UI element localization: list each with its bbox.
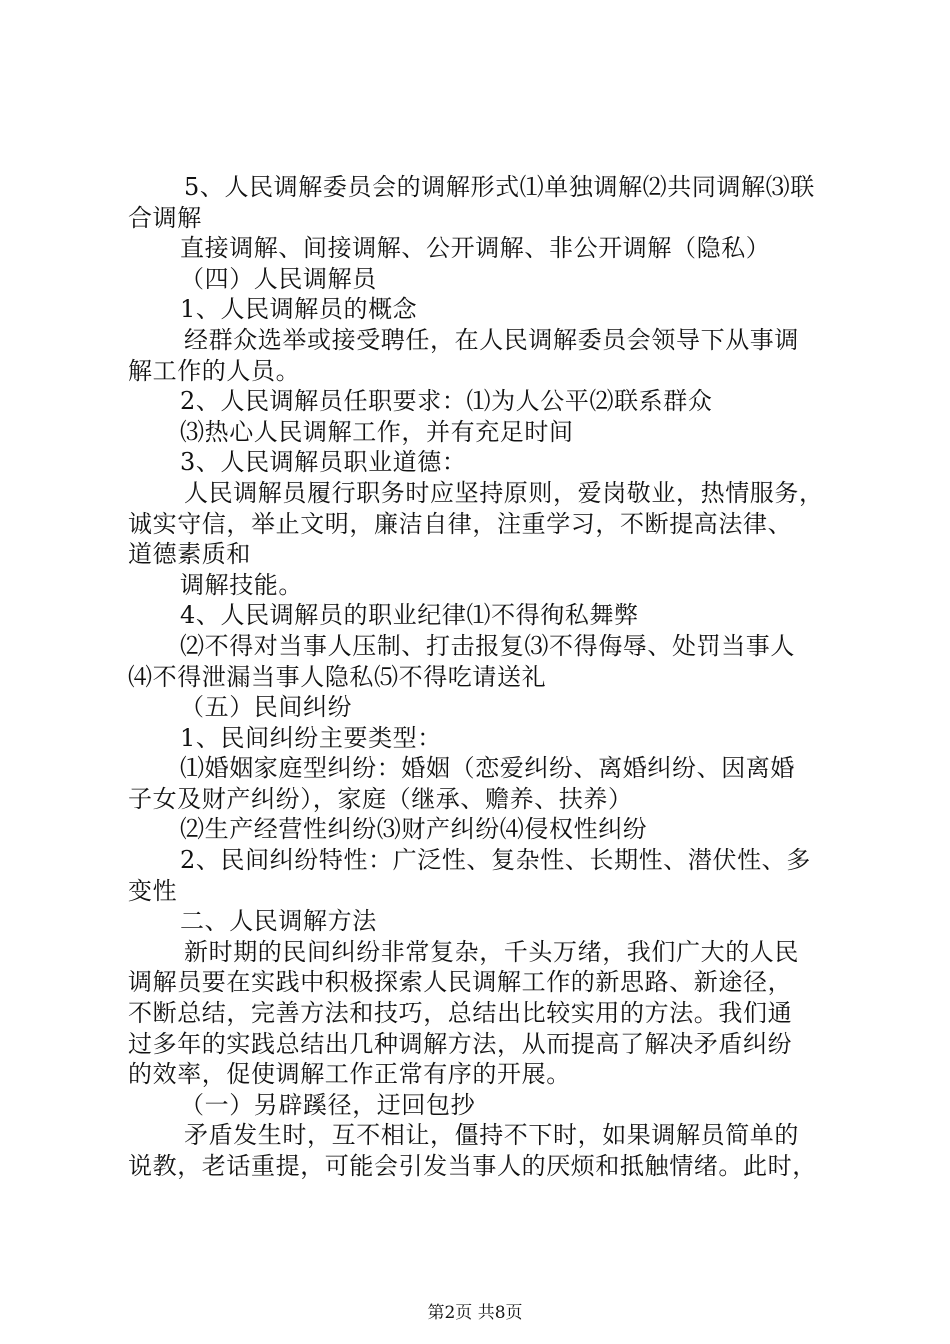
- document-body: [128, 172, 834, 1182]
- paragraph-line: 解工作的人员。: [128, 356, 301, 385]
- section-heading: （一）另辟蹊径，迂回包抄: [180, 1090, 476, 1119]
- section-heading: 二、人民调解方法: [180, 907, 377, 936]
- paragraph-line: 人民调解员履行职务时应坚持原则，爱岗敬业，热情服务，: [184, 478, 824, 507]
- paragraph-line: 矛盾发生时，互不相让，僵持不下时，如果调解员简单的: [184, 1121, 799, 1150]
- subheading: 1、民间纠纷主要类型：: [180, 723, 442, 752]
- paragraph-line: 4、人民调解员的职业纪律⑴不得徇私舞弊: [180, 601, 639, 630]
- paragraph-line: ⑵生产经营性纠纷⑶财产纠纷⑷侵权性纠纷: [180, 815, 648, 844]
- paragraph-line: 的效率，促使调解工作正常有序的开展。: [128, 1060, 571, 1089]
- page-number: 第2页 共8页: [427, 1303, 523, 1323]
- subheading: 1、人民调解员的概念: [180, 295, 418, 324]
- paragraph-line: 说教，老话重提，可能会引发当事人的厌烦和抵触情绪。此时，: [128, 1152, 817, 1180]
- section-heading: （五）民间纠纷: [180, 693, 353, 722]
- section-heading: （四）人民调解员: [180, 264, 377, 293]
- paragraph-line: 5、人民调解委员会的调解形式⑴单独调解⑵共同调解⑶联: [184, 173, 815, 201]
- paragraph-line: 过多年的实践总结出几种调解方法，从而提高了解决矛盾纠纷: [128, 1029, 793, 1058]
- paragraph-line: 2、民间纠纷特性：广泛性、复杂性、长期性、潜伏性、多: [180, 846, 811, 875]
- paragraph-line: 道德素质和: [128, 540, 251, 569]
- paragraph-line: ⑴婚姻家庭型纠纷：婚姻（恋爱纠纷、离婚纠纷、因离婚: [180, 754, 795, 783]
- paragraph-line: 合调解: [128, 203, 202, 232]
- paragraph-line: 新时期的民间纠纷非常复杂，千头万绪，我们广大的人民: [184, 937, 799, 966]
- paragraph-line: 诚实守信，举止文明，廉洁自律，注重学习，不断提高法律、: [128, 509, 793, 538]
- subheading: 3、人民调解员职业道德：: [180, 448, 467, 477]
- paragraph-line: 经群众选举或接受聘任，在人民调解委员会领导下从事调: [184, 325, 799, 354]
- paragraph-line: 调解员要在实践中积极探索人民调解工作的新思路、新途径，: [128, 968, 793, 997]
- paragraph-line: 直接调解、间接调解、公开调解、非公开调解（隐私）: [180, 234, 771, 263]
- paragraph-line: 子女及财产纠纷），家庭（继承、赡养、扶养）: [128, 784, 633, 813]
- paragraph-line: 变性: [128, 876, 178, 905]
- paragraph-line: 2、人民调解员任职要求：⑴为人公平⑵联系群众: [180, 387, 713, 416]
- paragraph-line: ⑵不得对当事人压制、打击报复⑶不得侮辱、处罚当事人: [180, 631, 795, 660]
- page-footer: [0, 1303, 950, 1323]
- paragraph-line: 调解技能。: [180, 570, 303, 599]
- paragraph-line: ⑷不得泄漏当事人隐私⑸不得吃请送礼: [128, 662, 547, 691]
- paragraph-line: ⑶热心人民调解工作，并有充足时间: [180, 417, 574, 446]
- paragraph-line: 不断总结，完善方法和技巧，总结出比较实用的方法。我们通: [128, 999, 793, 1028]
